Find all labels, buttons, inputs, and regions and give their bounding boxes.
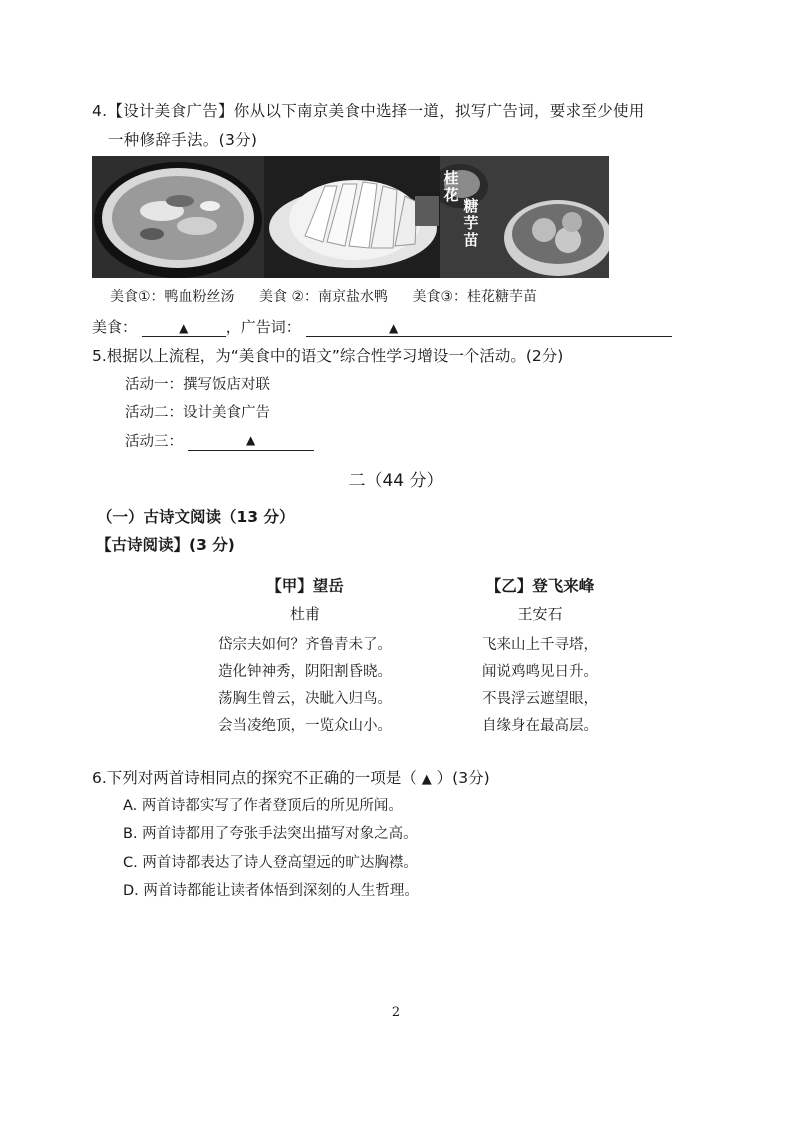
- caption-sweet-taro: 糖芋苗: [463, 197, 479, 249]
- answer-row-food-ad: [92, 316, 672, 337]
- poem-line: 岱宗夫如何？齐鲁青未了。: [218, 637, 392, 653]
- activity-2: 活动二：设计美食广告: [125, 405, 270, 421]
- option-d[interactable]: D. 两首诗都能让读者体悟到深刻的人生哲理。: [123, 883, 419, 899]
- poem-line: 会当凌绝顶，一览众山小。: [218, 718, 392, 734]
- question-6: [92, 766, 490, 788]
- poem-line: 造化钟神秀，阴阳割昏晓。: [218, 664, 392, 680]
- poem-line: 不畏浮云遮望眼，: [482, 691, 598, 707]
- activity-1: 活动一：撰写饭店对联: [125, 377, 270, 393]
- answer-triangle-icon[interactable]: ▲: [421, 772, 432, 787]
- food-prefix: 美食：: [92, 318, 138, 336]
- option-b[interactable]: B. 两首诗都用了夸张手法突出描写对象之高。: [123, 826, 418, 842]
- ad-prefix: ，广告词：: [225, 318, 301, 336]
- ad-answer-blank[interactable]: [306, 320, 672, 337]
- food-answer-blank[interactable]: [142, 320, 226, 337]
- caption-osmanthus: 桂花: [443, 169, 459, 204]
- question-6-stem: 6.下列对两首诗相同点的探究不正确的一项是（: [92, 769, 417, 787]
- question-4-line-1: 4.【设计美食广告】你从以下南京美食中选择一道，拟写广告词，要求至少使用: [92, 102, 645, 120]
- question-6-score: ）(3分): [436, 769, 490, 787]
- food-photo-strip: [92, 156, 609, 278]
- activity-3-label: 活动三：: [125, 434, 183, 450]
- option-c[interactable]: C. 两首诗都表达了诗人登高望远的旷达胸襟。: [123, 855, 418, 871]
- page-number: 2: [391, 1005, 401, 1020]
- answer-triangle-icon: ▲: [388, 321, 399, 335]
- poem-line: 自缘身在最高层。: [482, 718, 598, 734]
- question-4-line-2: 一种修辞手法。(3分): [108, 131, 258, 149]
- poem-line: 闻说鸡鸣见日升。: [482, 664, 598, 680]
- subsection-title: （一）古诗文阅读（13 分）: [97, 508, 295, 526]
- activity-3: [125, 430, 314, 451]
- food-label-1: 美食①：鸭血粉丝汤: [110, 289, 235, 305]
- option-a[interactable]: A. 两首诗都实写了作者登顶后的所见所闻。: [123, 798, 403, 814]
- poem-jia: [205, 574, 405, 740]
- poetry-reading-title: 【古诗阅读】(3 分): [96, 536, 235, 554]
- poem-title: 【甲】望岳: [266, 577, 344, 595]
- food-label-2: 美食 ②：南京盐水鸭: [259, 289, 389, 305]
- poem-yi: [450, 574, 630, 740]
- food-label-3: 美食③：桂花糖芋苗: [412, 289, 538, 305]
- answer-triangle-icon: ▲: [179, 321, 189, 335]
- answer-triangle-icon: ▲: [245, 433, 256, 447]
- food-labels: [110, 286, 557, 306]
- poem-title: 【乙】登飞来峰: [485, 577, 595, 595]
- poem-author: 杜甫: [289, 605, 320, 623]
- activity-3-blank[interactable]: [188, 434, 314, 451]
- sweet-taro-soup-photo: [440, 156, 609, 278]
- question-5: 5.根据以上流程，为“美食中的语文”综合性学习增设一个活动。(2分): [92, 347, 564, 365]
- poem-line: 荡胸生曾云，决眦入归鸟。: [218, 691, 392, 707]
- duck-blood-soup-photo: [92, 156, 264, 278]
- section-title: 二（44 分）: [348, 471, 444, 491]
- poem-author: 王安石: [517, 605, 563, 623]
- salted-duck-photo: [265, 156, 439, 278]
- poem-line: 飞来山上千寻塔，: [482, 637, 598, 653]
